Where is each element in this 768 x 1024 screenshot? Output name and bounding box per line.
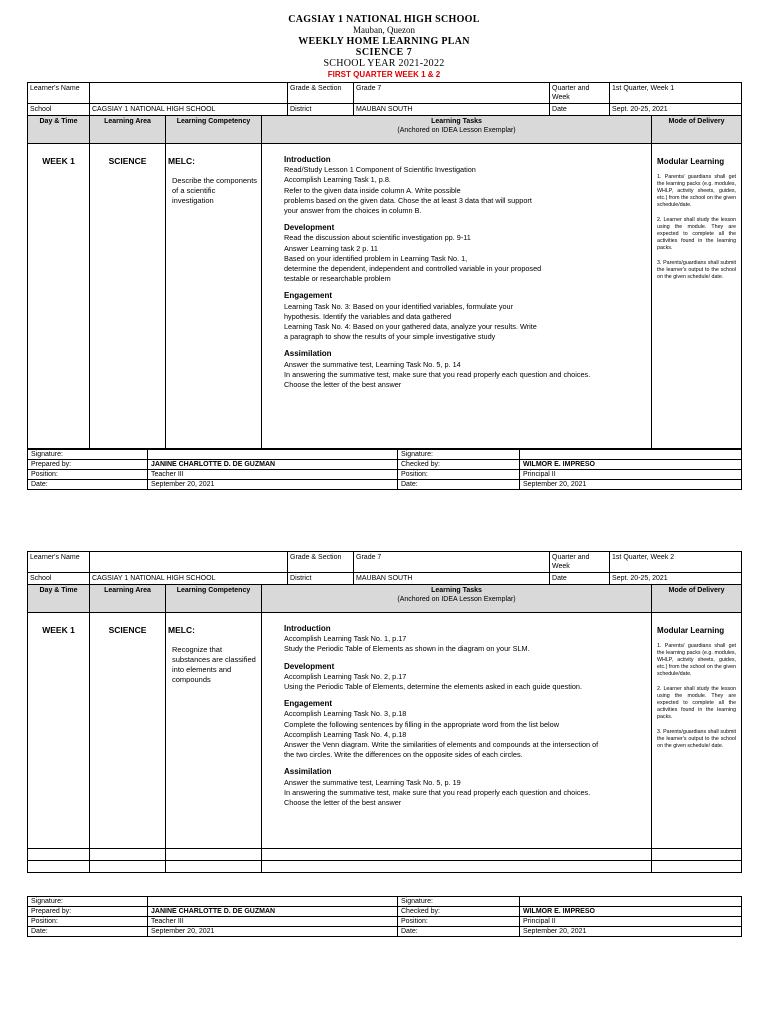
learning-tasks-header [262,585,652,613]
assimilation-heading: Assimilation [284,767,332,777]
document-header [0,14,768,80]
task-line: Complete the following sentences by filling in the appropriate word from the list below [284,719,559,729]
empty-cell [652,849,742,861]
empty-cell [90,849,166,861]
signature-value [148,897,398,907]
prepared-date: September 20, 2021 [148,927,398,937]
signature-value [520,897,742,907]
learners-name-value [90,83,288,104]
task-line: testable or researchable problem [284,274,391,284]
checked-date: September 20, 2021 [520,480,742,490]
checked-by-label: Checked by: [398,460,520,470]
prepared-by-name: JANINE CHARLOTTE D. DE GUZMAN [148,460,398,470]
task-line: Accomplish Learning Task No. 1, p.17 [284,634,407,644]
empty-cell [166,849,262,861]
learners-name-label: Learner's Name [28,83,90,104]
task-line: Learning Task No. 3: Based on your identified variables, formulate your [284,301,514,311]
learning-area-header: Learning Area [90,585,166,613]
position-label: Position: [28,470,148,480]
area-label: SCIENCE [108,625,147,635]
week-cell [28,144,90,449]
empty-cell [166,861,262,873]
prepared-by-name: JANINE CHARLOTTE D. DE GUZMAN [148,907,398,917]
checked-date: September 20, 2021 [520,927,742,937]
subject-title: SCIENCE 7 [355,47,413,58]
checked-by-label: Checked by: [398,907,520,917]
mode-step-3: 3. Parents/guardians shall submit the learner's output to the school on the given schedule/ date. [657,260,737,280]
melc-title: MELC: [168,625,195,635]
mode-of-delivery-header: Mode of Delivery [652,585,742,613]
school-value: CAGSIAY 1 NATIONAL HIGH SCHOOL [90,104,288,116]
task-line: Accomplish Learning Task 1, p.8. [284,175,391,185]
prepared-by-label: Prepared by: [28,460,148,470]
learning-competency-header: Learning Competency [166,585,262,613]
mode-step-2: 2. Learner shall study the lesson using the module. They are expected to complete all the activities found in the learning packs. [657,686,737,720]
engagement-heading: Engagement [284,699,333,709]
date-label: Date: [398,927,520,937]
empty-cell [262,849,652,861]
signature-label: Signature: [398,450,520,460]
development-heading: Development [284,661,335,671]
prepared-by-label: Prepared by: [28,907,148,917]
task-line: Based on your identified problem in Learning Task No. 1, [284,253,468,263]
learning-competency-header: Learning Competency [166,116,262,144]
week-label: WEEK 1 [42,625,75,635]
checked-position: Principal II [520,917,742,927]
checked-position: Principal II [520,470,742,480]
plan-title: WEEKLY HOME LEARNING PLAN [298,36,470,47]
mode-title: Modular Learning [657,157,725,166]
date-label: Date: [28,927,148,937]
mode-of-delivery-header: Mode of Delivery [652,116,742,144]
task-line: Choose the letter of the best answer [284,798,402,808]
prepared-date: September 20, 2021 [148,480,398,490]
school-label: School [28,573,90,585]
melc-text: Describe the components of a scientific investigation [172,176,258,205]
date-value: Sept. 20-25, 2021 [610,573,742,585]
introduction-heading: Introduction [284,624,331,633]
empty-cell [28,849,90,861]
quarter-week-value: 1st Quarter, Week 1 [610,83,742,104]
mode-step-1: 1. Parents/ guardians shall get the learning packs (e.g. modules, WHLP, activity sheets, guides, etc.) from the school on the given schedule/date. [657,643,737,677]
learning-tasks-header [262,116,652,144]
school-label: School [28,104,90,116]
signature-label: Signature: [28,450,148,460]
task-line: Answer Learning task 2 p. 11 [284,243,378,253]
assimilation-heading: Assimilation [284,349,332,359]
checked-by-name: WILMOR E. IMPRESO [520,907,742,917]
district-value: MAUBAN SOUTH [354,573,550,585]
tasks-cell [262,144,652,449]
tasks-cell [262,613,652,849]
task-line: determine the dependent, independent and controlled variable in your proposed [284,264,542,274]
engagement-heading: Engagement [284,291,333,301]
date-label: Date [550,573,610,585]
district-label: District [288,573,354,585]
task-line: Choose the letter of the best answer [284,380,402,390]
melc-text: Recognize that substances are classified into elements and compounds [172,645,256,684]
task-line: hypothesis. Identify the variables and data gathered [284,311,452,321]
district-value: MAUBAN SOUTH [354,104,550,116]
quarter-week-label: Quarter and Week [550,83,610,104]
quarter-week-title: FIRST QUARTER WEEK 1 & 2 [327,70,441,79]
day-time-header: Day & Time [28,116,90,144]
task-line: Answer the Venn diagram. Write the similarities of elements and compounds at the intersection of [284,740,599,750]
task-line: Answer the summative test, Learning Task No. 5, p. 14 [284,359,461,369]
task-line: Read/Study Lesson 1 Component of Scientific Investigation [284,165,476,175]
signature-label: Signature: [398,897,520,907]
grade-section-value: Grade 7 [354,83,550,104]
area-cell [90,144,166,449]
day-time-header: Day & Time [28,585,90,613]
mode-cell [652,144,742,449]
learners-name-label: Learner's Name [28,552,90,573]
task-line: In answering the summative test, make sure that you read properly each question and choices. [284,369,591,379]
signature-table-2 [27,896,742,937]
quarter-week-label: Quarter and Week [550,552,610,573]
learning-area-header: Learning Area [90,116,166,144]
mode-step-1: 1. Parents/ guardians shall get the learning packs (e.g. modules, WHLP, activity sheets, guides, etc.) from the school on the given schedule/date. [657,174,737,208]
introduction-heading: Introduction [284,155,331,164]
mode-step-2: 2. Learner shall study the lesson using the module. They are expected to complete all the activities found in the learning packs. [657,217,737,251]
school-name: CAGSIAY 1 NATIONAL HIGH SCHOOL [288,14,480,25]
district-label: District [288,104,354,116]
learning-tasks-title: Learning Tasks [431,118,482,125]
task-line: Study the Periodic Table of Elements as shown in the diagram on your SLM. [284,644,530,654]
prepared-position: Teacher III [148,917,398,927]
task-line: problems based on the given data. Chose the at least 3 data that will support [284,195,532,205]
task-line: Learning Task No. 4: Based on your gathered data, analyze your results. Write [284,322,537,332]
school-value: CAGSIAY 1 NATIONAL HIGH SCHOOL [90,573,288,585]
learning-plan-table-2 [27,551,742,873]
learning-tasks-subtitle: (Anchored on IDEA Lesson Exemplar) [397,596,516,603]
date-label: Date: [28,480,148,490]
learning-tasks-subtitle: (Anchored on IDEA Lesson Exemplar) [397,127,516,134]
empty-cell [90,861,166,873]
task-line: Using the Periodic Table of Elements, determine the elements asked in each guide question. [284,682,582,692]
quarter-week-value: 1st Quarter, Week 2 [610,552,742,573]
task-line: Accomplish Learning Task No. 4, p.18 [284,729,407,739]
prepared-position: Teacher III [148,470,398,480]
task-line: Answer the summative test, Learning Task No. 5, p. 19 [284,777,461,787]
task-line: your answer from the choices in column B. [284,206,422,216]
area-cell [90,613,166,849]
signature-value [520,450,742,460]
task-line: the two circles. Write the differences on the opposite sides of each circles. [284,750,523,760]
empty-cell [28,861,90,873]
learners-name-value [90,552,288,573]
grade-section-label: Grade & Section [288,552,354,573]
task-line: Refer to the given data inside column A. Write possible [284,185,461,195]
task-line: In answering the summative test, make sure that you read properly each question and choices. [284,787,591,797]
task-line: Read the discussion about scientific investigation pp. 9-11 [284,233,471,243]
development-heading: Development [284,223,335,233]
task-line: Accomplish Learning Task No. 2, p.17 [284,671,407,681]
date-label: Date [550,104,610,116]
competency-cell [166,144,262,449]
date-label: Date: [398,480,520,490]
position-label: Position: [398,470,520,480]
empty-cell [262,861,652,873]
school-year: SCHOOL YEAR 2021-2022 [323,58,445,69]
task-line: a paragraph to show the results of your simple investigative study [284,332,496,342]
mode-cell [652,613,742,849]
position-label: Position: [398,917,520,927]
grade-section-value: Grade 7 [354,552,550,573]
melc-title: MELC: [168,156,195,166]
signature-value [148,450,398,460]
area-label: SCIENCE [108,156,147,166]
task-line: Accomplish Learning Task No. 3, p.18 [284,709,407,719]
week-label: WEEK 1 [42,156,75,166]
position-label: Position: [28,917,148,927]
learning-plan-table-1 [27,82,742,449]
grade-section-label: Grade & Section [288,83,354,104]
empty-cell [652,861,742,873]
mode-title: Modular Learning [657,626,725,635]
learning-tasks-title: Learning Tasks [431,587,482,594]
checked-by-name: WILMOR E. IMPRESO [520,460,742,470]
mode-step-3: 3. Parents/guardians shall submit the learner's output to the school on the given schedule/ date. [657,729,737,749]
school-location: Mauban, Quezon [353,25,415,35]
week-cell [28,613,90,849]
signature-label: Signature: [28,897,148,907]
date-value: Sept. 20-25, 2021 [610,104,742,116]
signature-table-1 [27,449,742,490]
competency-cell [166,613,262,849]
